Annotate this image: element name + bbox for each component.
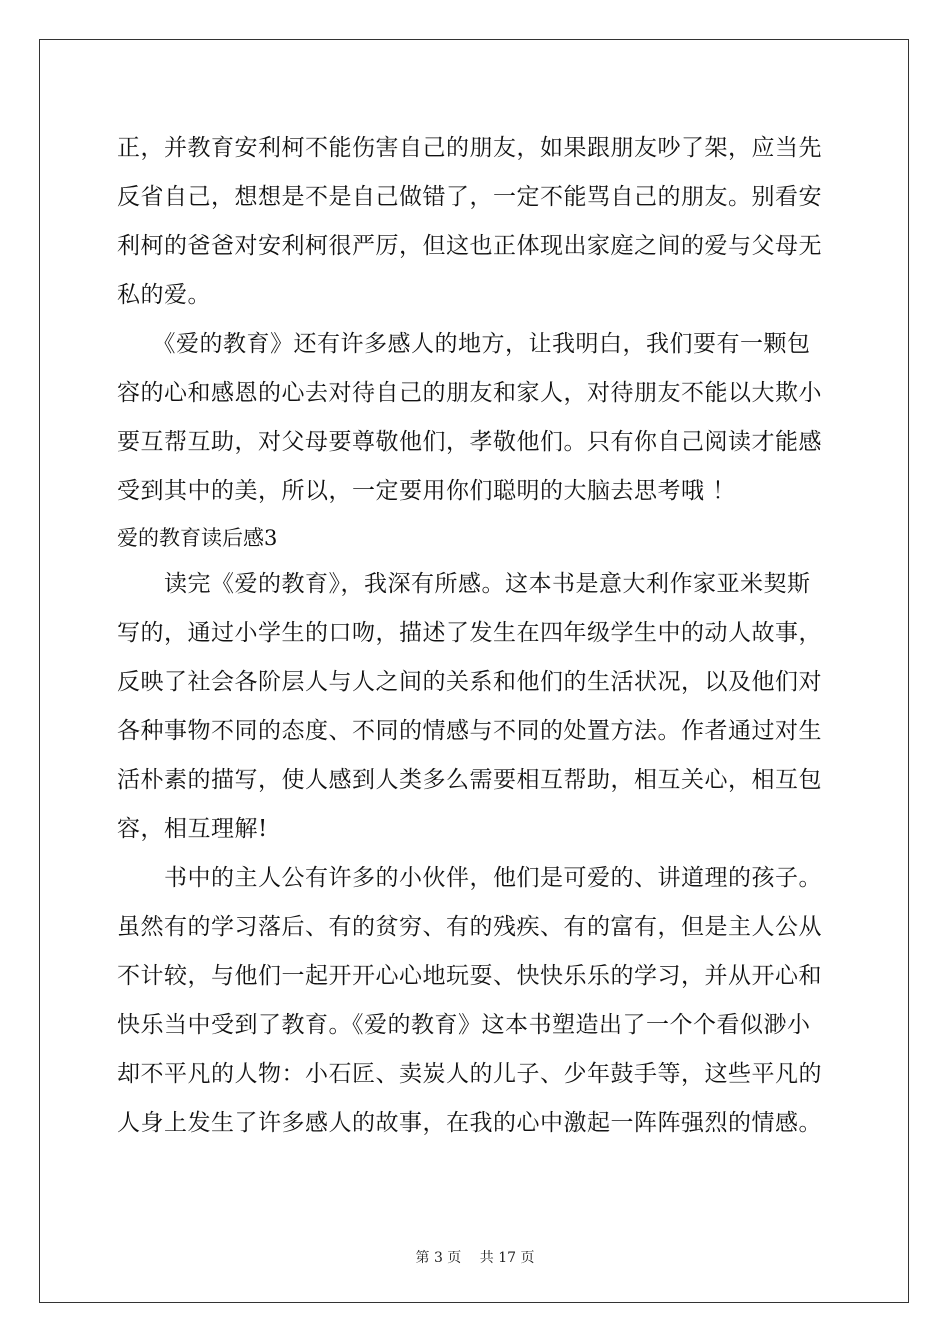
text-line: 容，相互理解!: [117, 816, 268, 842]
text-line: 要互帮互助，对父母要尊敬他们，孝敬他们。只有你自己阅读才能感: [117, 429, 822, 455]
text-line: 反省自己，想想是不是自己做错了，一定不能骂自己的朋友。别看安: [117, 184, 822, 210]
text-line: 活朴素的描写，使人感到人类多么需要相互帮助，相互关心，相互包: [117, 767, 822, 793]
text-line: 写的，通过小学生的口吻，描述了发生在四年级学生中的动人故事，: [117, 620, 822, 646]
text-line: 各种事物不同的态度、不同的情感与不同的处置方法。作者通过对生: [117, 718, 822, 744]
text-line: 却不平凡的人物：小石匠、卖炭人的儿子、少年鼓手等，这些平凡的: [117, 1061, 822, 1087]
text-line: 容的心和感恩的心去对待自己的朋友和家人，对待朋友不能以大欺小: [117, 380, 822, 406]
section-heading: 爱的教育读后感3: [117, 526, 278, 550]
text-line: 人身上发生了许多感人的故事，在我的心中激起一阵阵强烈的情感。: [117, 1110, 822, 1136]
page-number: 第 3 页 共 17 页: [415, 1250, 535, 1266]
text-line: 受到其中的美，所以，一定要用你们聪明的大脑去思考哦 ！: [117, 478, 736, 504]
text-line: 不计较，与他们一起开开心心地玩耍、快快乐乐的学习，并从开心和: [117, 963, 822, 989]
text-line: 虽然有的学习落后、有的贫穷、有的残疾、有的富有，但是主人公从: [117, 914, 822, 940]
text-line: 读完《爱的教育》，我深有所感。这本书是意大利作家亚米契斯: [117, 571, 811, 597]
text-line: 书中的主人公有许多的小伙伴，他们是可爱的、讲道理的孩子。: [117, 865, 822, 891]
text-line: 反映了社会各阶层人与人之间的关系和他们的生活状况，以及他们对: [117, 669, 822, 695]
text-line: 正，并教育安利柯不能伤害自己的朋友，如果跟朋友吵了架，应当先: [117, 135, 822, 161]
text-line: 利柯的爸爸对安利柯很严厉，但这也正体现出家庭之间的爱与父母无: [117, 233, 822, 259]
text-line: 《爱的教育》还有许多感人的地方，让我明白，我们要有一颗包: [117, 331, 811, 357]
text-line: 快乐当中受到了教育。《爱的教育》这本书塑造出了一个个看似渺小: [117, 1012, 811, 1038]
text-line: 私的爱。: [117, 282, 211, 308]
document-body: [117, 124, 833, 1148]
